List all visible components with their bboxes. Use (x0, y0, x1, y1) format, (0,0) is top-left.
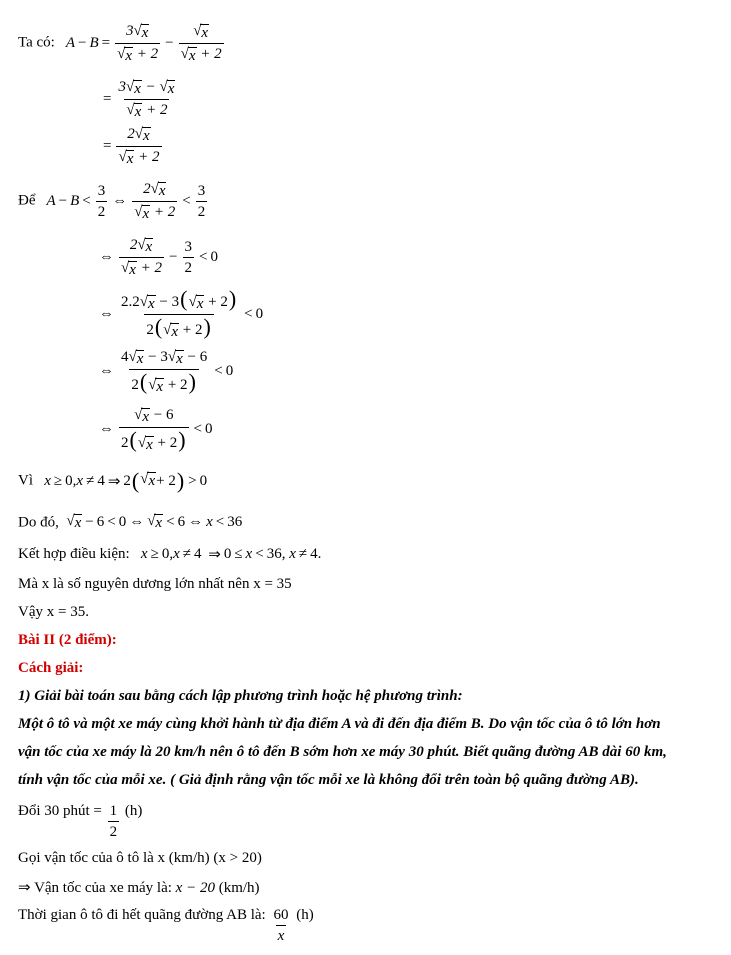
line-van-toc-xe-may (18, 878, 260, 897)
line-ket-hop: Kết hợp điều kiện: x ≥ 0, x ≠ 4 ⇒ 0 ≤ x < 36, x ≠ 4. (18, 546, 322, 563)
text-vtxm: Vận tốc của xe máy là: (34, 880, 172, 896)
line-do-do: Do đó, √ x − 6 < 0 ⇔ √ x < 6 ⇔ x < 36 (18, 513, 243, 531)
line-de: Để A − B < $\frac{3}{2}$ ⇔ 2 √ x √ x + 2 < $\frac{3}{2}$ (18, 181, 206, 222)
problem-line-1: Một ô tô và một xe máy cùng khởi hành từ địa điểm A và đi đến địa điểm B. Do vận tốc của ô tô lớn hơn (18, 716, 661, 732)
problem-line-2: vận tốc của xe máy là 20 km/h nên ô tô đến B sớm hơn xe máy 30 phút. Biết quãng đường AB dài 60 km, (18, 744, 667, 760)
line-thoi-gian: Thời gian ô tô đi hết quãng đường AB là: $\frac{60}{x}$ (h) (18, 907, 314, 944)
text-vi: Vì (18, 472, 33, 489)
text-doi: Đổi 30 phút = (18, 803, 102, 819)
text-h1: (h) (124, 803, 143, 819)
text-ket-hop: Kết hợp điều kiện: (18, 546, 130, 562)
line-ma-x: Mà x là số nguyên dương lớn nhất nên x = 35 (18, 576, 292, 592)
text-de: Để (18, 192, 36, 209)
eq-step-3: = 2 √ x √ x + 2 (103, 126, 160, 167)
eq-a-minus-b: A − B = 3 √ x √ x + 2 − √ x √ x + 2 (58, 23, 222, 64)
line-doi: Đổi 30 phút = $\frac{1}{2}$ (h) (18, 803, 143, 840)
problem-line-3: tính vận tốc của mỗi xe. ( Giả định rằng vận tốc mỗi xe là không đổi trên toàn bộ quãng đường AB). (18, 772, 639, 788)
eq-ineq-3: ⇔ 4 √ x − 3 √ x − 6 2( √ x + 2) < 0 (99, 349, 234, 395)
heading-bai-2: Bài II (2 điểm): (18, 632, 117, 648)
text-do-do: Do đó, (18, 514, 59, 531)
eq-ineq-2: ⇔ 2.2 √ x − 3( √ x + 2) 2( √ x + 2) < 0 (99, 286, 264, 340)
text-thoi-gian: Thời gian ô tô đi hết quãng đường AB là: (18, 907, 266, 923)
line-vi: Vì x ≥ 0, x ≠ 4 ⇒ 2 ( √ x + 2 ) > 0 (18, 468, 208, 493)
question-1: 1) Giải bài toán sau bằng cách lập phương trình hoặc hệ phương trình: (18, 688, 463, 704)
line-goi: Gọi vận tốc của ô tô là x (km/h) (x > 20) (18, 850, 262, 866)
implies-icon: ⇒ (18, 880, 31, 896)
eq-ineq-4: ⇔ √ x − 6 2( √ x + 2) < 0 (99, 407, 213, 453)
line-vay: Vậy x = 35. (18, 604, 89, 620)
line-ta-co (18, 22, 226, 64)
text-ta-co: Ta có: (18, 34, 55, 51)
heading-cach-giai: Cách giải: (18, 660, 84, 676)
text-vtxm-unit: (km/h) (218, 880, 260, 896)
text-vtxm-expr: x − 20 (175, 880, 215, 896)
text-h2: (h) (296, 907, 314, 923)
eq-ineq-1: ⇔ 2 √ x √ x + 2 − $\frac{3}{2}$ < 0 (99, 237, 218, 278)
eq-step-2: = 3 √ x − √ x √ x + 2 (103, 79, 175, 120)
